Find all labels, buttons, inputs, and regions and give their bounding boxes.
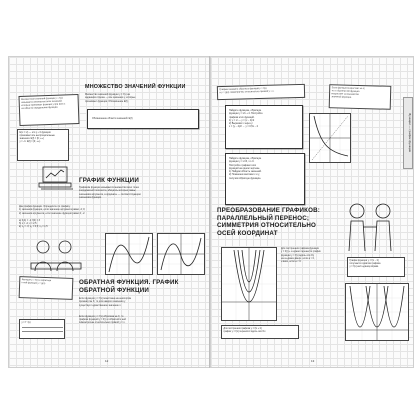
values-definition-box bbox=[87, 109, 199, 129]
definition-note bbox=[18, 94, 79, 126]
note-line: называется множество всех значений, bbox=[21, 100, 63, 104]
values-definition-label: Обозначение области значений: E(f) bbox=[92, 117, 133, 120]
girls-illustration bbox=[341, 201, 401, 253]
inverse-task-box-2: Найдите функцию, обратную функции y = x²/3, x ≥ 0. Постройте графики этих функций на одном чертеже. 1) Найдём область значений. 2) Поменяем местами x и y, получим обратную функцию. bbox=[225, 153, 305, 205]
transform-note-left: Для построения графика y = f(x + b) график y = f(x) переносят вдоль оси Ox. bbox=[221, 325, 299, 339]
parabola-graph-left bbox=[221, 247, 277, 321]
transform-text: Для построения графика функции y = f(x) + a нужно перенести график функции y = f(x) вдоль оси Oy на a единиц вверх, если a > 0, и вниз, если a < 0. bbox=[281, 247, 321, 264]
computer-illustration bbox=[37, 165, 77, 191]
left-page bbox=[8, 56, 212, 368]
page-number: 12 bbox=[105, 359, 109, 363]
section-heading-graph: ГРАФИК ФУНКЦИИ bbox=[79, 177, 139, 184]
inverse-graph bbox=[309, 113, 351, 163]
graph-definition: Графиком функции называется множество всех точек координатной плоскости, абсциссы которых равны значениям аргумента, а ординаты — соответствующим значениям функции. bbox=[79, 186, 141, 199]
inverse-note-2: y = f⁻¹(x) bbox=[19, 319, 65, 339]
fill-line bbox=[22, 329, 63, 333]
transform-note-right: График функции y = f(x − b) получается сдвигом графика y = f(x) на b единиц вправо. bbox=[347, 257, 405, 277]
task-graph-2 bbox=[157, 233, 205, 275]
section-heading-transform: ПРЕОБРАЗОВАНИЕ ГРАФИКОВ: ПАРАЛЛЕЛЬНЫЙ ПЕРЕНОС; СИММЕТРИЯ ОТНОСИТЕЛЬНО ОСЕЙ КООРДИНАТ bbox=[217, 207, 321, 237]
values-text: Множество значений функции y = f(x) на заданном отрезке — все значения y, которые принимает функция. Обозначение E(f). bbox=[85, 93, 136, 103]
symmetry-note: Графики взаимно обратных функций y = f(x) и y = g(x) симметричны относительно прямой y = x. bbox=[217, 84, 305, 100]
inverse-text: Если функция y = f(x) монотонна на некотором промежутке X, то для каждого значения y существует единственное значение x. Если функция y = f(x) обратима на X, то графики функций y = f(x) и обратной к ней симметричны относительно прямой y = x. bbox=[79, 297, 131, 325]
inverse-note: Функция y = f(x) и обратная к ней функция y = g(x) bbox=[19, 276, 74, 300]
page-number: 13 bbox=[311, 359, 315, 363]
note-line: которые принимает функция y при всех x bbox=[21, 102, 66, 107]
note-line: из области определения функции. bbox=[21, 106, 59, 110]
section-heading-values: МНОЖЕСТВО ЗНАЧЕНИЙ ФУНКЦИИ bbox=[85, 84, 186, 90]
note-line: Множеством значений функции y = f(x) bbox=[21, 97, 63, 101]
children-illustration bbox=[27, 237, 87, 273]
right-page bbox=[210, 56, 414, 368]
monotonic-note: Если функция возрастает на X, то и обратная ей функция возрастает на множестве значений функции. bbox=[329, 84, 392, 110]
parabola-graph-right bbox=[345, 283, 409, 341]
inverse-task-box-1: Найдите функцию, обратную функции y = 2x + 4. Постройте графики этих функций. 1) y = x² — y = (x − 4)/2 2) Выразим x через y: x = (y − 4)/2 → y = 0,5x − 2 bbox=[225, 105, 303, 149]
section-side-tab: Функции — график функции bbox=[403, 97, 413, 169]
examples-note: E(x = x²) — это y ≥ 0 функция принимает все неотрицательные значения. E(f) = [0; +∞) y = √x: E(f) = [0; +∞) bbox=[17, 129, 69, 161]
task-text: Дан график функции. Определите по графику: 1) значения функции, если значение аргумента равно -4; 0; 2) значения аргумента, если значение функции равно 4; -2. a) f(-4) = -1; f(0) = 3 б) x = -4; x = 2,5 в) x₁ = -3; x₂ = 0,5; x₃ = 1,5 bbox=[19, 205, 86, 229]
task-graph-1 bbox=[105, 233, 153, 275]
section-heading-inverse: ОБРАТНАЯ ФУНКЦИЯ. ГРАФИК ОБРАТНОЙ ФУНКЦИИ bbox=[79, 279, 179, 294]
